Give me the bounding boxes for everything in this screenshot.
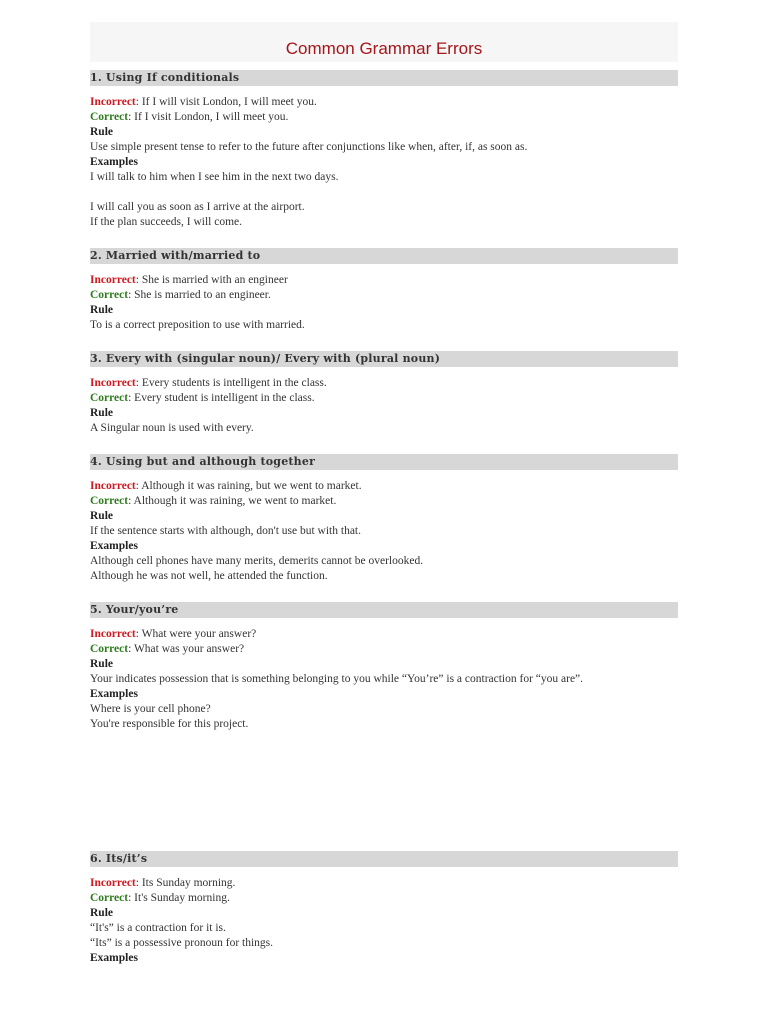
rule-label: Rule	[90, 658, 113, 670]
example-text: Although he was not well, he attended the function.	[90, 570, 328, 582]
rule-label: Rule	[90, 510, 113, 522]
incorrect-line	[90, 273, 678, 288]
section-header: 2. Married with/married to	[90, 248, 678, 264]
correct-text: : Although it was raining, we went to market.	[128, 495, 337, 507]
rule-label: Rule	[90, 407, 113, 419]
examples-label: Examples	[90, 688, 138, 700]
incorrect-text: : What were your answer?	[135, 628, 257, 640]
rule-label: Rule	[90, 126, 113, 138]
incorrect-text: : Although it was raining, but we went to market.	[135, 480, 362, 492]
incorrect-label: Incorrect	[90, 877, 136, 889]
correct-line	[90, 891, 678, 906]
section-header: 1. Using If conditionals	[90, 70, 678, 86]
correct-label: Correct	[90, 892, 129, 904]
correct-text: : What was your answer?	[128, 643, 245, 655]
rule-text: A Singular noun is used with every.	[90, 422, 254, 434]
correct-text: : If I visit London, I will meet you.	[128, 111, 289, 123]
incorrect-line	[90, 376, 678, 391]
examples-label: Examples	[90, 540, 138, 552]
correct-text: : Every student is intelligent in the class.	[128, 392, 315, 404]
section-if-conditionals	[90, 70, 678, 230]
example-text: I will call you as soon as I arrive at the airport.	[90, 201, 305, 213]
example-text: If the plan succeeds, I will come.	[90, 216, 242, 228]
incorrect-label: Incorrect	[90, 377, 136, 389]
section-header: 3. Every with (singular noun)/ Every with (plural noun)	[90, 351, 678, 367]
correct-label: Correct	[90, 289, 129, 301]
section-header: 5. Your/you’re	[90, 602, 678, 618]
rule-text: “Its” is a possessive pronoun for things.	[90, 937, 274, 949]
example-text: You're responsible for this project.	[90, 718, 249, 730]
rule-text: “It's” is a contraction for it is.	[90, 922, 226, 934]
incorrect-line	[90, 627, 678, 642]
correct-text: : It's Sunday morning.	[128, 892, 230, 904]
section-your-youre	[90, 602, 678, 732]
incorrect-label: Incorrect	[90, 274, 136, 286]
example-text: Where is your cell phone?	[90, 703, 211, 715]
examples-label: Examples	[90, 952, 138, 964]
correct-line	[90, 110, 678, 125]
correct-label: Correct	[90, 643, 129, 655]
incorrect-label: Incorrect	[90, 628, 136, 640]
correct-line	[90, 494, 678, 509]
rule-text: If the sentence starts with although, don't use but with that.	[90, 525, 361, 537]
section-header: 6. Its/it’s	[90, 851, 678, 867]
incorrect-label: Incorrect	[90, 96, 136, 108]
incorrect-text: : Its Sunday morning.	[135, 877, 236, 889]
incorrect-line	[90, 876, 678, 891]
incorrect-text: : If I will visit London, I will meet you.	[135, 96, 317, 108]
section-every	[90, 351, 678, 436]
correct-line	[90, 288, 678, 303]
example-text: I will talk to him when I see him in the next two days.	[90, 171, 339, 183]
section-header: 4. Using but and although together	[90, 454, 678, 470]
page-title: Common Grammar Errors	[90, 22, 678, 62]
correct-label: Correct	[90, 495, 129, 507]
section-married-with	[90, 248, 678, 333]
rule-label: Rule	[90, 907, 113, 919]
examples-label: Examples	[90, 156, 138, 168]
rule-text: To is a correct preposition to use with married.	[90, 319, 305, 331]
section-but-although	[90, 454, 678, 584]
rule-text: Your indicates possession that is something belonging to you while “You’re” is a contraction for “you are”.	[90, 673, 584, 685]
incorrect-label: Incorrect	[90, 480, 136, 492]
correct-line	[90, 391, 678, 406]
correct-label: Correct	[90, 392, 129, 404]
correct-text: : She is married to an engineer.	[128, 289, 271, 301]
correct-label: Correct	[90, 111, 129, 123]
section-its-its	[90, 851, 678, 966]
rule-text: Use simple present tense to refer to the future after conjunctions like when, after, if, as soon as.	[90, 141, 528, 153]
example-text: Although cell phones have many merits, demerits cannot be overlooked.	[90, 555, 424, 567]
incorrect-text: : Every students is intelligent in the class.	[135, 377, 327, 389]
incorrect-line	[90, 479, 678, 494]
rule-label: Rule	[90, 304, 113, 316]
incorrect-text: : She is married with an engineer	[135, 274, 288, 286]
incorrect-line	[90, 95, 678, 110]
correct-line	[90, 642, 678, 657]
